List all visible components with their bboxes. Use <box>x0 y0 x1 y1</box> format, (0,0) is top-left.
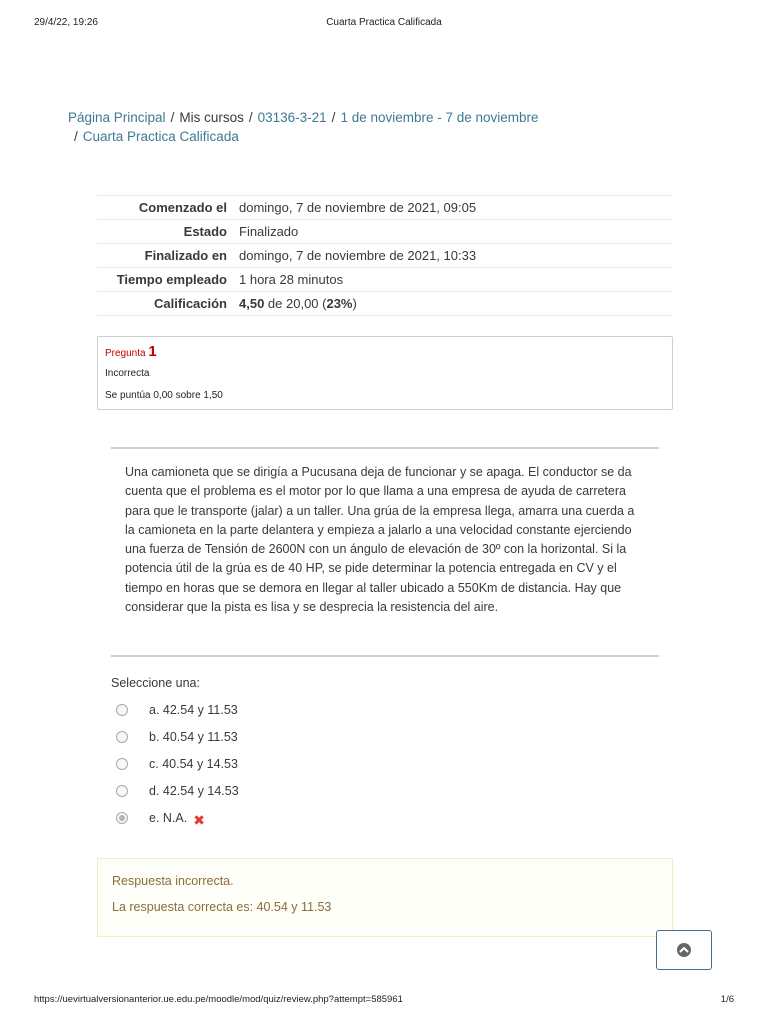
breadcrumb-week-link[interactable]: 1 de noviembre - 7 de noviembre <box>340 110 539 125</box>
breadcrumb-separator: / <box>331 110 336 125</box>
grade-score: 4,50 <box>239 296 265 311</box>
question-grade: Se puntúa 0,00 sobre 1,50 <box>105 390 223 401</box>
question-number: 1 <box>148 343 157 360</box>
summary-value: domingo, 7 de noviembre de 2021, 09:05 <box>239 200 477 215</box>
feedback-correct-answer: La respuesta correcta es: 40.54 y 11.53 <box>112 900 332 914</box>
breadcrumb-my-courses[interactable]: Mis cursos <box>179 110 244 125</box>
summary-label: Calificación <box>154 296 227 311</box>
breadcrumb-home-link[interactable]: Página Principal <box>68 110 166 125</box>
cross-icon: ✖ <box>193 812 205 829</box>
answer-option-b[interactable] <box>116 724 416 751</box>
breadcrumb-separator: / <box>74 129 78 144</box>
answer-option-label: a. 42.54 y 11.53 <box>149 703 238 718</box>
radio-button[interactable] <box>116 785 128 797</box>
feedback-box <box>97 858 673 937</box>
breadcrumb <box>68 108 628 146</box>
breadcrumb-separator: / <box>248 110 253 125</box>
summary-label: Comenzado el <box>138 200 227 215</box>
question-state: Incorrecta <box>105 368 150 379</box>
summary-value: domingo, 7 de noviembre de 2021, 10:33 <box>239 248 477 263</box>
answer-option-label: d. 42.54 y 14.53 <box>149 783 239 798</box>
summary-value: Finalizado <box>239 224 299 239</box>
print-page-number: 1/6 <box>720 994 734 1005</box>
summary-row-finished <box>97 244 673 268</box>
breadcrumb-separator: / <box>170 110 175 125</box>
answer-prompt: Seleccione una: <box>111 676 200 690</box>
answer-option-e[interactable] <box>116 804 416 831</box>
chevron-up-circle-icon <box>676 942 692 958</box>
attempt-summary-table <box>97 195 673 316</box>
answer-option-label: c. 40.54 y 14.53 <box>149 756 238 771</box>
grade-out-of: de 20,00 ( <box>264 296 327 311</box>
radio-button[interactable] <box>116 704 128 716</box>
scroll-to-top-button[interactable] <box>656 930 712 970</box>
answer-option-a[interactable] <box>116 697 416 724</box>
answer-options <box>116 697 416 831</box>
summary-label: Finalizado en <box>144 248 227 263</box>
question-text: Una camioneta que se dirigía a Pucusana deja de funcionar y se apaga. El conductor se da cuenta que el problema es el motor por lo que llama a una empresa de ayuda de carretera para que le transporte (jalar) a un taller. Una grúa de la empresa llega, amarra una cuerda a la camioneta en la parte delantera y empieza a jalarlo a una velocidad constante ejerciendo una fuerza de Tensión de 2600N con un ángulo de elevación de 30º con la horizontal. Si la potencia útil de la grúa es de 40 HP, se pide determinar la potencia entregada en CV y el tiempo en horas que se demora en llegar al taller ubicado a 550Km de distancia. Hay que considerar que la pista es lisa y se desprecia la resistencia del aire. <box>125 465 635 615</box>
summary-label: Tiempo empleado <box>116 272 227 287</box>
feedback-incorrect: Respuesta incorrecta. <box>112 874 234 888</box>
answer-option-label: e. N.A. <box>149 810 188 825</box>
question-text-box <box>111 447 659 657</box>
summary-row-time-taken <box>97 268 673 292</box>
answer-option-c[interactable] <box>116 751 416 778</box>
question-number-label: Pregunta <box>105 348 146 359</box>
print-title: Cuarta Practica Calificada <box>326 17 442 28</box>
grade-close-paren: ) <box>352 296 357 311</box>
breadcrumb-quiz-link[interactable]: Cuarta Practica Calificada <box>82 129 239 144</box>
summary-value: 1 hora 28 minutos <box>239 272 344 287</box>
answer-option-label: b. 40.54 y 11.53 <box>149 730 238 745</box>
radio-button[interactable] <box>116 731 128 743</box>
answer-option-d[interactable] <box>116 777 416 804</box>
breadcrumb-course-link[interactable]: 03136-3-21 <box>257 110 327 125</box>
print-url: https://uevirtualversionanterior.ue.edu.pe/moodle/mod/quiz/review.php?attempt=585961 <box>34 994 403 1005</box>
print-date: 29/4/22, 19:26 <box>34 17 98 28</box>
question-info-box <box>97 336 673 410</box>
summary-row-state <box>97 220 673 244</box>
radio-button-selected[interactable] <box>116 812 128 824</box>
summary-label: Estado <box>183 224 227 239</box>
summary-row-grade <box>97 292 673 316</box>
grade-percent: 23% <box>326 296 353 311</box>
radio-button[interactable] <box>116 758 128 770</box>
summary-value <box>235 292 673 316</box>
summary-row-started <box>97 196 673 220</box>
